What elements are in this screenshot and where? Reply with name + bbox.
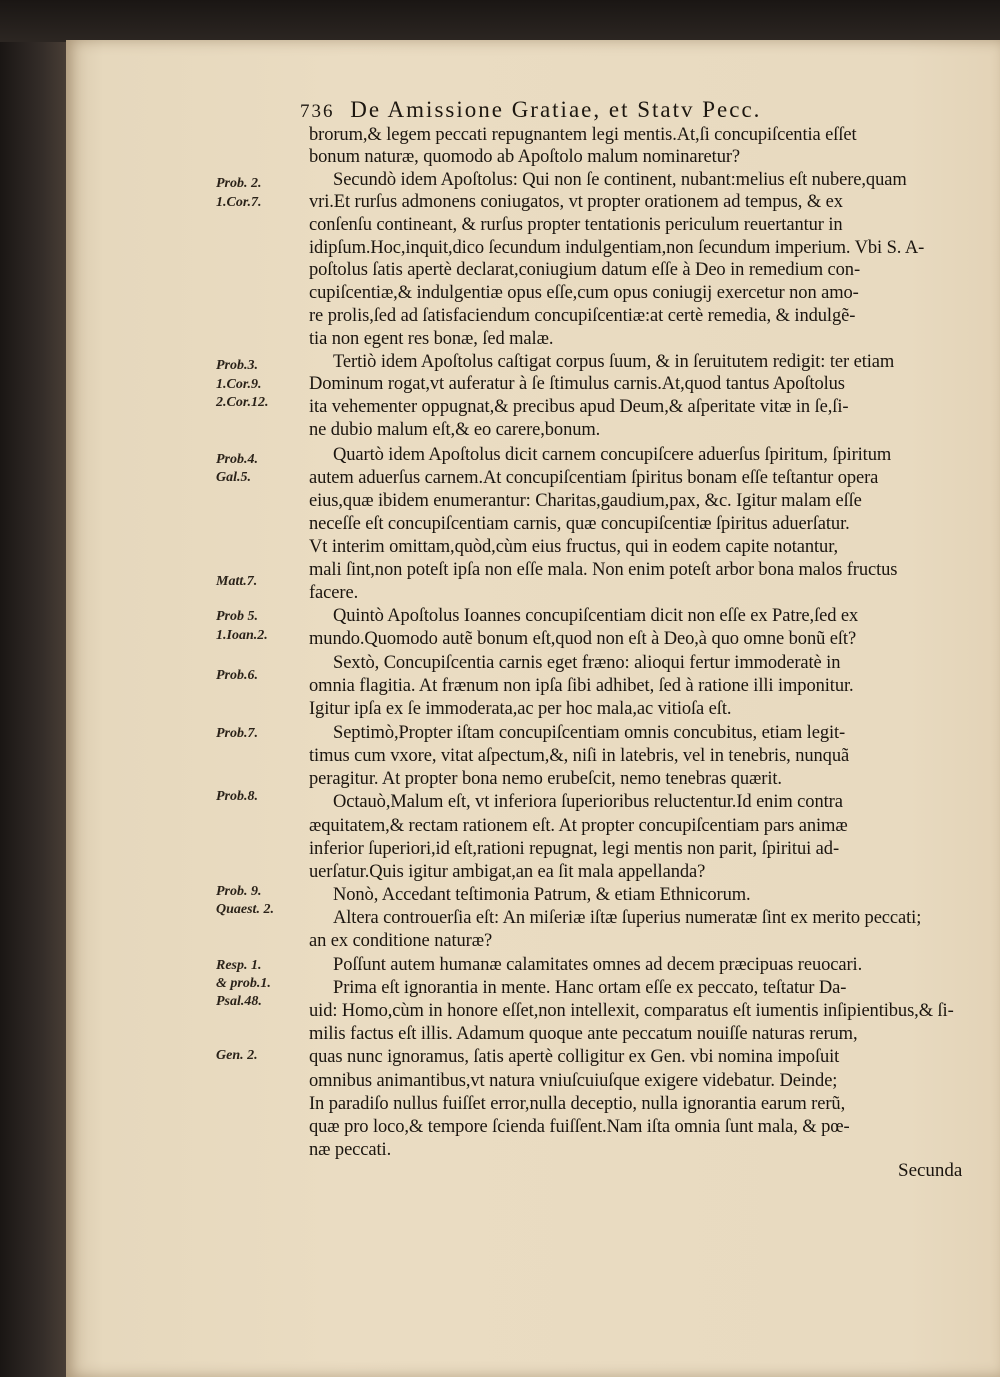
- margin-note: Gal.5.: [216, 470, 251, 485]
- text-line: næ peccati.: [309, 1140, 392, 1160]
- margin-note: Prob. 2.: [216, 176, 262, 191]
- text-line: quas nunc ignoramus, ſatis apertè colligitur ex Gen. vbi nomina impoſuit: [309, 1047, 840, 1067]
- text-line: vri.Et rurſus admonens coniugatos, vt propter orationem ad tempus, & ex: [309, 192, 843, 212]
- text-line: autem aduerſus carnem.At concupiſcentiam ſpiritus bonam eſſe teſtantur opera: [309, 468, 879, 488]
- text-line: uid: Homo,cùm in honore eſſet,non intellexit, comparatus eſt iumentis inſipientibus,& ſi-: [309, 1001, 954, 1021]
- text-line: quæ pro loco,& tempore ſcienda fuiſſent.Nam iſta omnia ſunt mala, & pœ-: [309, 1117, 850, 1137]
- text-line: Dominum rogat,vt auferatur à ſe ſtimulus carnis.At,quod tantus Apoſtolus: [309, 374, 845, 394]
- catchword: Secunda: [898, 1160, 963, 1181]
- text-line: an ex conditione naturæ?: [309, 931, 493, 951]
- text-line: eius,quæ ibidem enumerantur: Charitas,gaudium,pax, &c. Igitur malam eſſe: [309, 491, 862, 511]
- text-line: Altera controuerſia eſt: An miſeriæ iſtæ ſuperius numeratæ ſint ex merito peccati;: [333, 908, 922, 928]
- text-line: brorum,& legem peccati repugnantem legi mentis.At,ſi concupiſcentia eſſet: [309, 125, 857, 145]
- margin-note: Psal.48.: [216, 994, 262, 1009]
- text-line: idipſum.Hoc,inquit,dico ſecundum indulgentiam,non ſecundum imperium. Vbi S. A-: [309, 238, 925, 258]
- margin-note: Gen. 2.: [216, 1048, 258, 1063]
- text-line: æquitatem,& rectam rationem eſt. At propter concupiſcentiam pars animæ: [309, 816, 848, 836]
- text-line: Prima eſt ignorantia in mente. Hanc ortam eſſe ex peccato, teſtatur Da-: [333, 978, 847, 998]
- margin-note: Prob 5.: [216, 609, 258, 624]
- text-line: ne dubio malum eſt,& eo carere,bonum.: [309, 420, 601, 440]
- text-line: Secundò idem Apoſtolus: Qui non ſe continent, nubant:melius eſt nubere,quam: [333, 170, 907, 190]
- text-line: omnibus animantibus,vt natura vniuſcuiuſque exigere videbatur. Deinde;: [309, 1071, 838, 1091]
- text-line: tia non egent res bonæ, ſed malæ.: [309, 329, 554, 349]
- text-line: Octauò,Malum eſt, vt inferiora ſuperioribus reluctentur.Id enim contra: [333, 792, 843, 812]
- margin-note: Prob.4.: [216, 452, 258, 467]
- text-line: Igitur ipſa ex ſe immoderata,ac per hoc mala,ac vitioſa eſt.: [309, 699, 732, 719]
- text-line: neceſſe eſt concupiſcentiam carnis, quæ concupiſcentiæ ſpiritus aduerſatur.: [309, 514, 850, 534]
- text-line: peragitur. At propter bona nemo erubeſcit, nemo tenebras quærit.: [309, 769, 782, 789]
- margin-note: Prob.8.: [216, 789, 258, 804]
- running-header: [300, 97, 980, 123]
- text-line: inferior ſuperiori,id eſt,rationi repugnat, legi mentis non parit, ſpiritui ad-: [309, 839, 840, 859]
- text-line: poſtolus ſatis apertè declarat,coniugium datum eſſe à Deo in remedium con-: [309, 260, 861, 280]
- text-line: bonum naturæ, quomodo ab Apoſtolo malum nominaretur?: [309, 147, 741, 167]
- margin-note: Prob.3.: [216, 358, 258, 373]
- text-line: Sextò, Concupiſcentia carnis eget fræno: alioqui fertur immoderatè in: [333, 653, 841, 673]
- margin-note: & prob.1.: [216, 976, 271, 991]
- margin-note: Prob.6.: [216, 668, 258, 683]
- margin-note: Prob. 9.: [216, 884, 262, 899]
- margin-note: Quaest. 2.: [216, 902, 274, 917]
- running-title: De Amissione Gratiae, et Statv Pecc.: [350, 97, 762, 122]
- text-line: timus cum vxore, vitat aſpectum,&, niſi in latebris, vel in tenebris, nunquã: [309, 746, 850, 766]
- text-line: uerſatur.Quis igitur ambigat,an ea ſit mala appellanda?: [309, 862, 706, 882]
- text-line: Quintò Apoſtolus Ioannes concupiſcentiam dicit non eſſe ex Patre,ſed ex: [333, 606, 859, 626]
- text-line: cupiſcentiæ,& indulgentiæ opus eſſe,cum opus coniugij exercetur non amo-: [309, 283, 859, 303]
- margin-note: 2.Cor.12.: [216, 395, 269, 410]
- text-line: Septimò,Propter iſtam concupiſcentiam omnis concubitus, etiam legit-: [333, 723, 846, 743]
- text-line: Quartò idem Apoſtolus dicit carnem concupiſcere aduerſus ſpiritum, ſpiritum: [333, 445, 892, 465]
- text-line: facere.: [309, 583, 359, 603]
- text-line: Nonò, Accedant teſtimonia Patrum, & etiam Ethnicorum.: [333, 885, 751, 905]
- text-line: re prolis,ſed ad ſatisfaciendum concupiſcentiæ:at certè remedia, & indulgẽ-: [309, 306, 856, 326]
- margin-note: 1.Ioan.2.: [216, 628, 268, 643]
- margin-note: Resp. 1.: [216, 958, 262, 973]
- page-number: 736: [300, 101, 335, 122]
- text-line: conſenſu contineant, & rurſus propter tentationis periculum reuertantur in: [309, 215, 843, 235]
- text-line: omnia flagitia. At frænum non ipſa ſibi adhibet, ſed à ratione illi imponitur.: [309, 676, 854, 696]
- margin-note: Matt.7.: [216, 574, 258, 589]
- text-line: Vt interim omittam,quòd,cùm eius fructus, qui in eodem capite notantur,: [309, 537, 839, 557]
- text-line: mali ſint,non poteſt ipſa non eſſe mala. Non enim poteſt arbor bona malos fructus: [309, 560, 898, 580]
- text-line: Poſſunt autem humanæ calamitates omnes ad decem præcipuas reuocari.: [333, 955, 863, 975]
- text-line: mundo.Quomodo autẽ bonum eſt,quod non eſt à Deo,à quo omne bonũ eſt?: [309, 629, 857, 649]
- scan-background-left: [0, 0, 68, 1377]
- text-line: Tertiò idem Apoſtolus caſtigat corpus ſuum, & in ſeruitutem redigit: ter etiam: [333, 352, 895, 372]
- margin-note: Prob.7.: [216, 726, 258, 741]
- margin-note: 1.Cor.9.: [216, 377, 262, 392]
- text-line: In paradiſo nullus fuiſſet error,nulla deceptio, nulla ignorantia earum rerũ,: [309, 1094, 846, 1114]
- scan-background-top: [0, 0, 1000, 42]
- margin-note: 1.Cor.7.: [216, 195, 262, 210]
- text-line: milis factus eſt illis. Adamum quoque ante peccatum nouiſſe naturas rerum,: [309, 1024, 858, 1044]
- text-line: ita vehementer oppugnat,& precibus apud Deum,& aſperitate vitæ in ſe,ſi-: [309, 397, 849, 417]
